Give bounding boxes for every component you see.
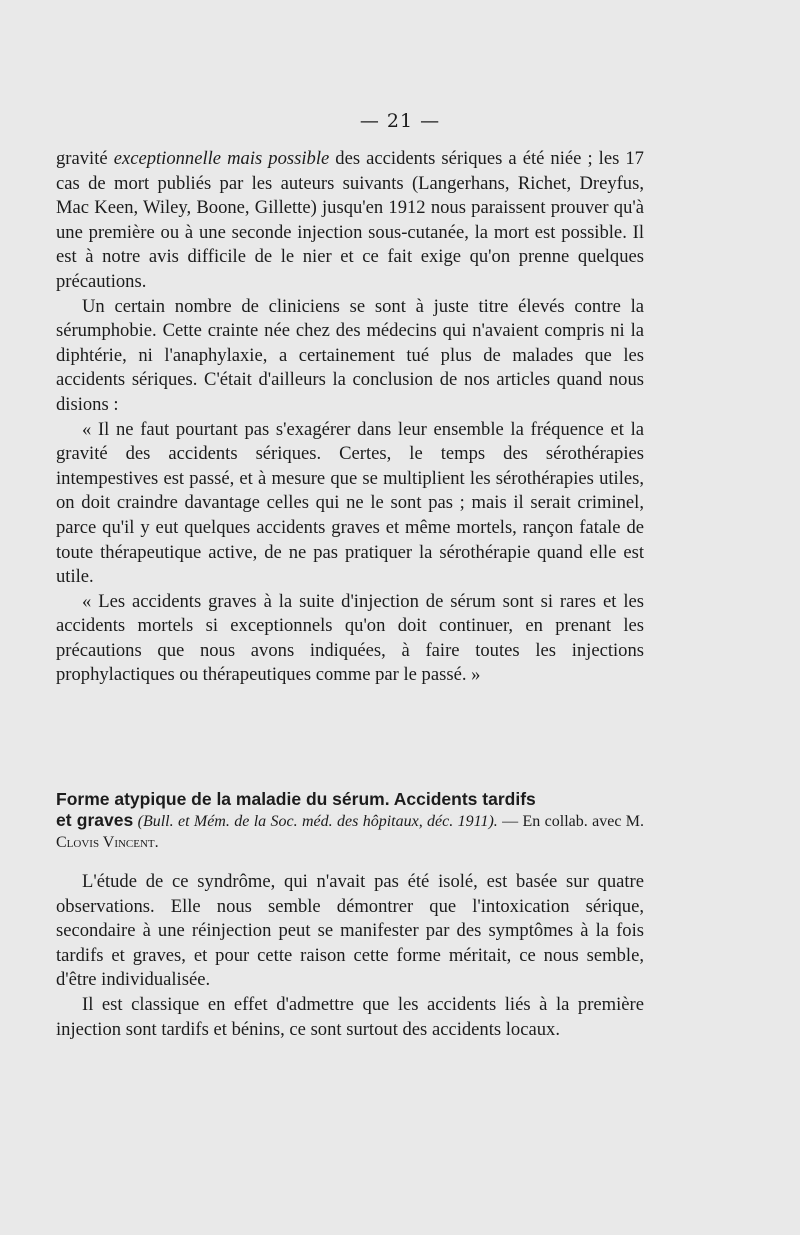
body-text-section-1 bbox=[56, 147, 644, 688]
paragraph: Il est classique en effet d'admettre que les accidents liés à la première injection sont tardifs et bénins, ce sont surtout des accidents locaux. bbox=[56, 993, 644, 1040]
paragraph: Un certain nombre de cliniciens se sont à juste titre élevés contre la sérumphobie. Cette crainte née chez des médecins qui n'avaient compris ni la diphtérie, ni l'anaphylaxie, a certainement tué plus de malades que les accidents sériques. C'était d'ailleurs la conclusion de nos articles quand nous disions : bbox=[56, 295, 644, 415]
paragraph: L'étude de ce syndrôme, qui n'avait pas été isolé, est basée sur quatre observations. Elle nous semble démontrer que l'intoxication sérique, secondaire à une réinjection peut se manifester par des symptômes à la fois tardifs et graves, et pour cette raison cette forme méritait, ce nous semble, d'être individualisée. bbox=[56, 871, 644, 991]
heading-title-continued: et graves bbox=[56, 810, 134, 830]
paragraph-start: gravité bbox=[56, 148, 114, 169]
paragraph bbox=[56, 147, 644, 295]
heading-citation-line bbox=[56, 810, 644, 853]
section-heading bbox=[56, 789, 644, 853]
collab-prefix: — En collab. avec M. bbox=[497, 813, 645, 830]
heading-title: Forme atypique de la maladie du sérum. Accidents tardifs bbox=[56, 789, 536, 809]
quoted-paragraph: « Les accidents graves à la suite d'injection de sérum sont si rares et les accidents mortels si exceptionnels qu'on doit continuer, en prenant les précautions que nous avons indiquées, à faire toutes les injections prophylactiques ou thérapeutiques comme par le passé. » bbox=[56, 590, 644, 686]
body-text-section-2 bbox=[56, 870, 644, 1042]
italic-emphasis: exceptionnelle mais possible bbox=[113, 148, 330, 169]
collab-name: Clovis Vincent. bbox=[56, 834, 159, 851]
citation: (Bull. et Mém. de la Soc. méd. des hôpitaux, déc. 1911). bbox=[137, 813, 498, 830]
quoted-paragraph: « Il ne faut pourtant pas s'exagérer dans leur ensemble la fréquence et la gravité des accidents sériques. Certes, le temps des sérothérapies intempestives est passé, et à mesure que se multiplient les sérothérapies utiles, on doit craindre davantage celles qui ne le sont pas ; mais il serait criminel, parce qu'il y eut quelques accidents graves et même mortels, rançon fatale de toute thérapeutique active, de ne pas pratiquer la sérothérapie quand elle est utile. bbox=[56, 418, 644, 588]
page-number: — 21 — bbox=[359, 110, 441, 132]
paragraph-rest: des accidents sériques a été niée ; les 17 cas de mort publiés par les auteurs suivants (Langerhans, Richet, Dreyfus, Mac Keen, Wiley, Boone, Gillette) jusqu'en 1912 nous paraissent prouver qu'à une première ou à une seconde injection sous-cutanée, la mort est possible. Il est à notre avis difficile de le nier et ce fait exige qu'on prenne quelques précautions. bbox=[56, 148, 644, 292]
